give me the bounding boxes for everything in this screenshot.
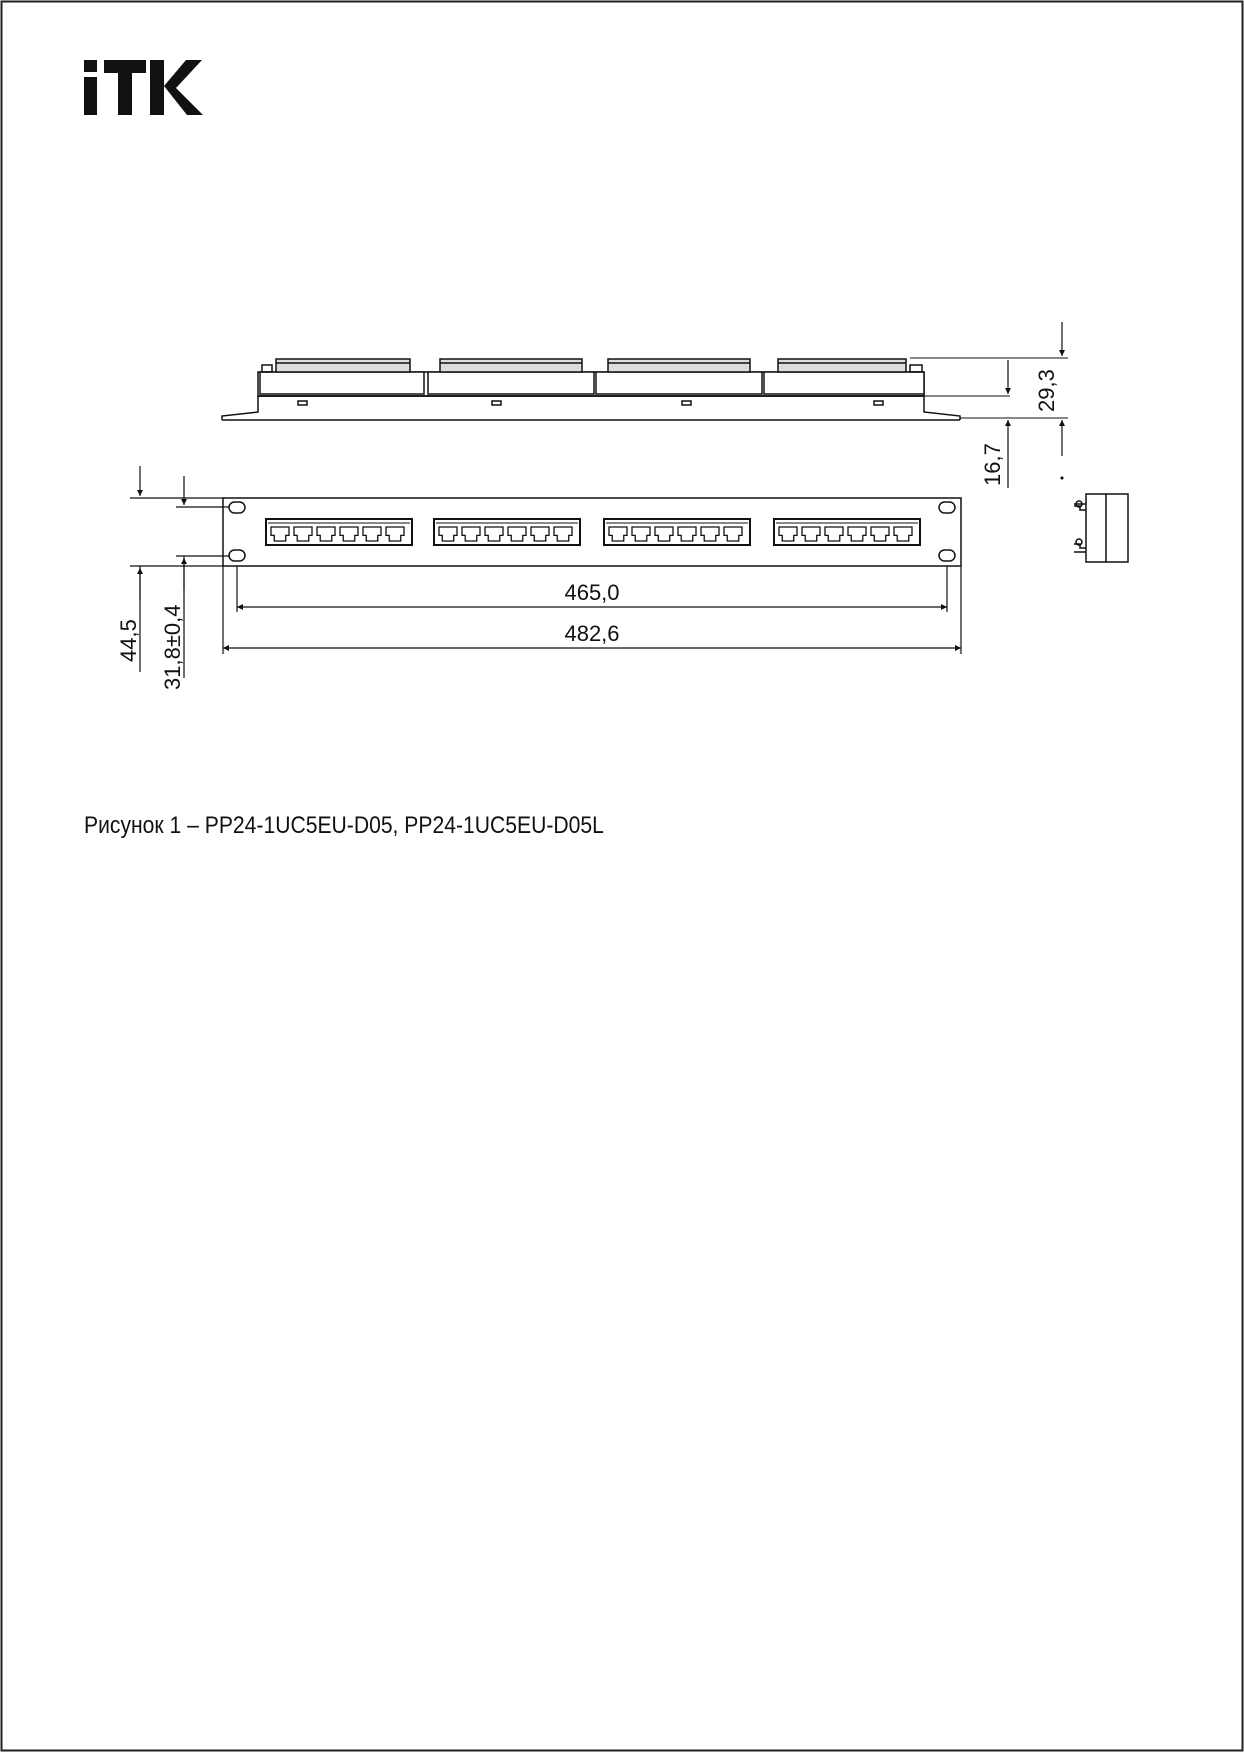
rj45-port (655, 527, 673, 541)
rj45-port (386, 527, 404, 541)
mount-hole (939, 550, 955, 561)
rj45-port (554, 527, 572, 541)
mount-hole (939, 502, 955, 513)
rj45-port (632, 527, 650, 541)
dim-depth-total: 29,3 (1034, 369, 1059, 412)
top-view-modules (260, 359, 924, 394)
rj45-port (485, 527, 503, 541)
rj45-port (779, 527, 797, 541)
mount-hole (229, 550, 245, 561)
rj45-port (439, 527, 457, 541)
rj45-port (724, 527, 742, 541)
rj45-port (508, 527, 526, 541)
top-view (222, 358, 1068, 420)
rj45-port (825, 527, 843, 541)
rj45-port (678, 527, 696, 541)
page-border (2, 2, 1243, 1751)
front-panel (223, 498, 961, 566)
rj45-port (340, 527, 358, 541)
rj45-port (802, 527, 820, 541)
dim-width-outer: 482,6 (564, 621, 620, 646)
rj45-port (894, 527, 912, 541)
rj45-port (871, 527, 889, 541)
rj45-port (609, 527, 627, 541)
rj45-port (462, 527, 480, 541)
rj45-port (701, 527, 719, 541)
rj45-port (294, 527, 312, 541)
port-groups (266, 519, 920, 545)
rj45-port (531, 527, 549, 541)
dim-width-inner: 465,0 (564, 580, 620, 605)
rj45-port (848, 527, 866, 541)
figure-caption: Рисунок 1 – PP24-1UC5EU-D05, PP24-1UC5EU-D05L (84, 812, 604, 839)
dim-height-panel: 44,5 (116, 619, 141, 662)
mount-hole (229, 502, 245, 513)
dim-hole-spacing: 31,8±0,4 (160, 604, 185, 690)
rj45-port (271, 527, 289, 541)
front-view (223, 498, 961, 566)
itk-logo (84, 60, 203, 115)
side-view (1061, 477, 1128, 562)
rj45-port (317, 527, 335, 541)
dim-depth-front: 16,7 (980, 443, 1005, 486)
rj45-port (363, 527, 381, 541)
